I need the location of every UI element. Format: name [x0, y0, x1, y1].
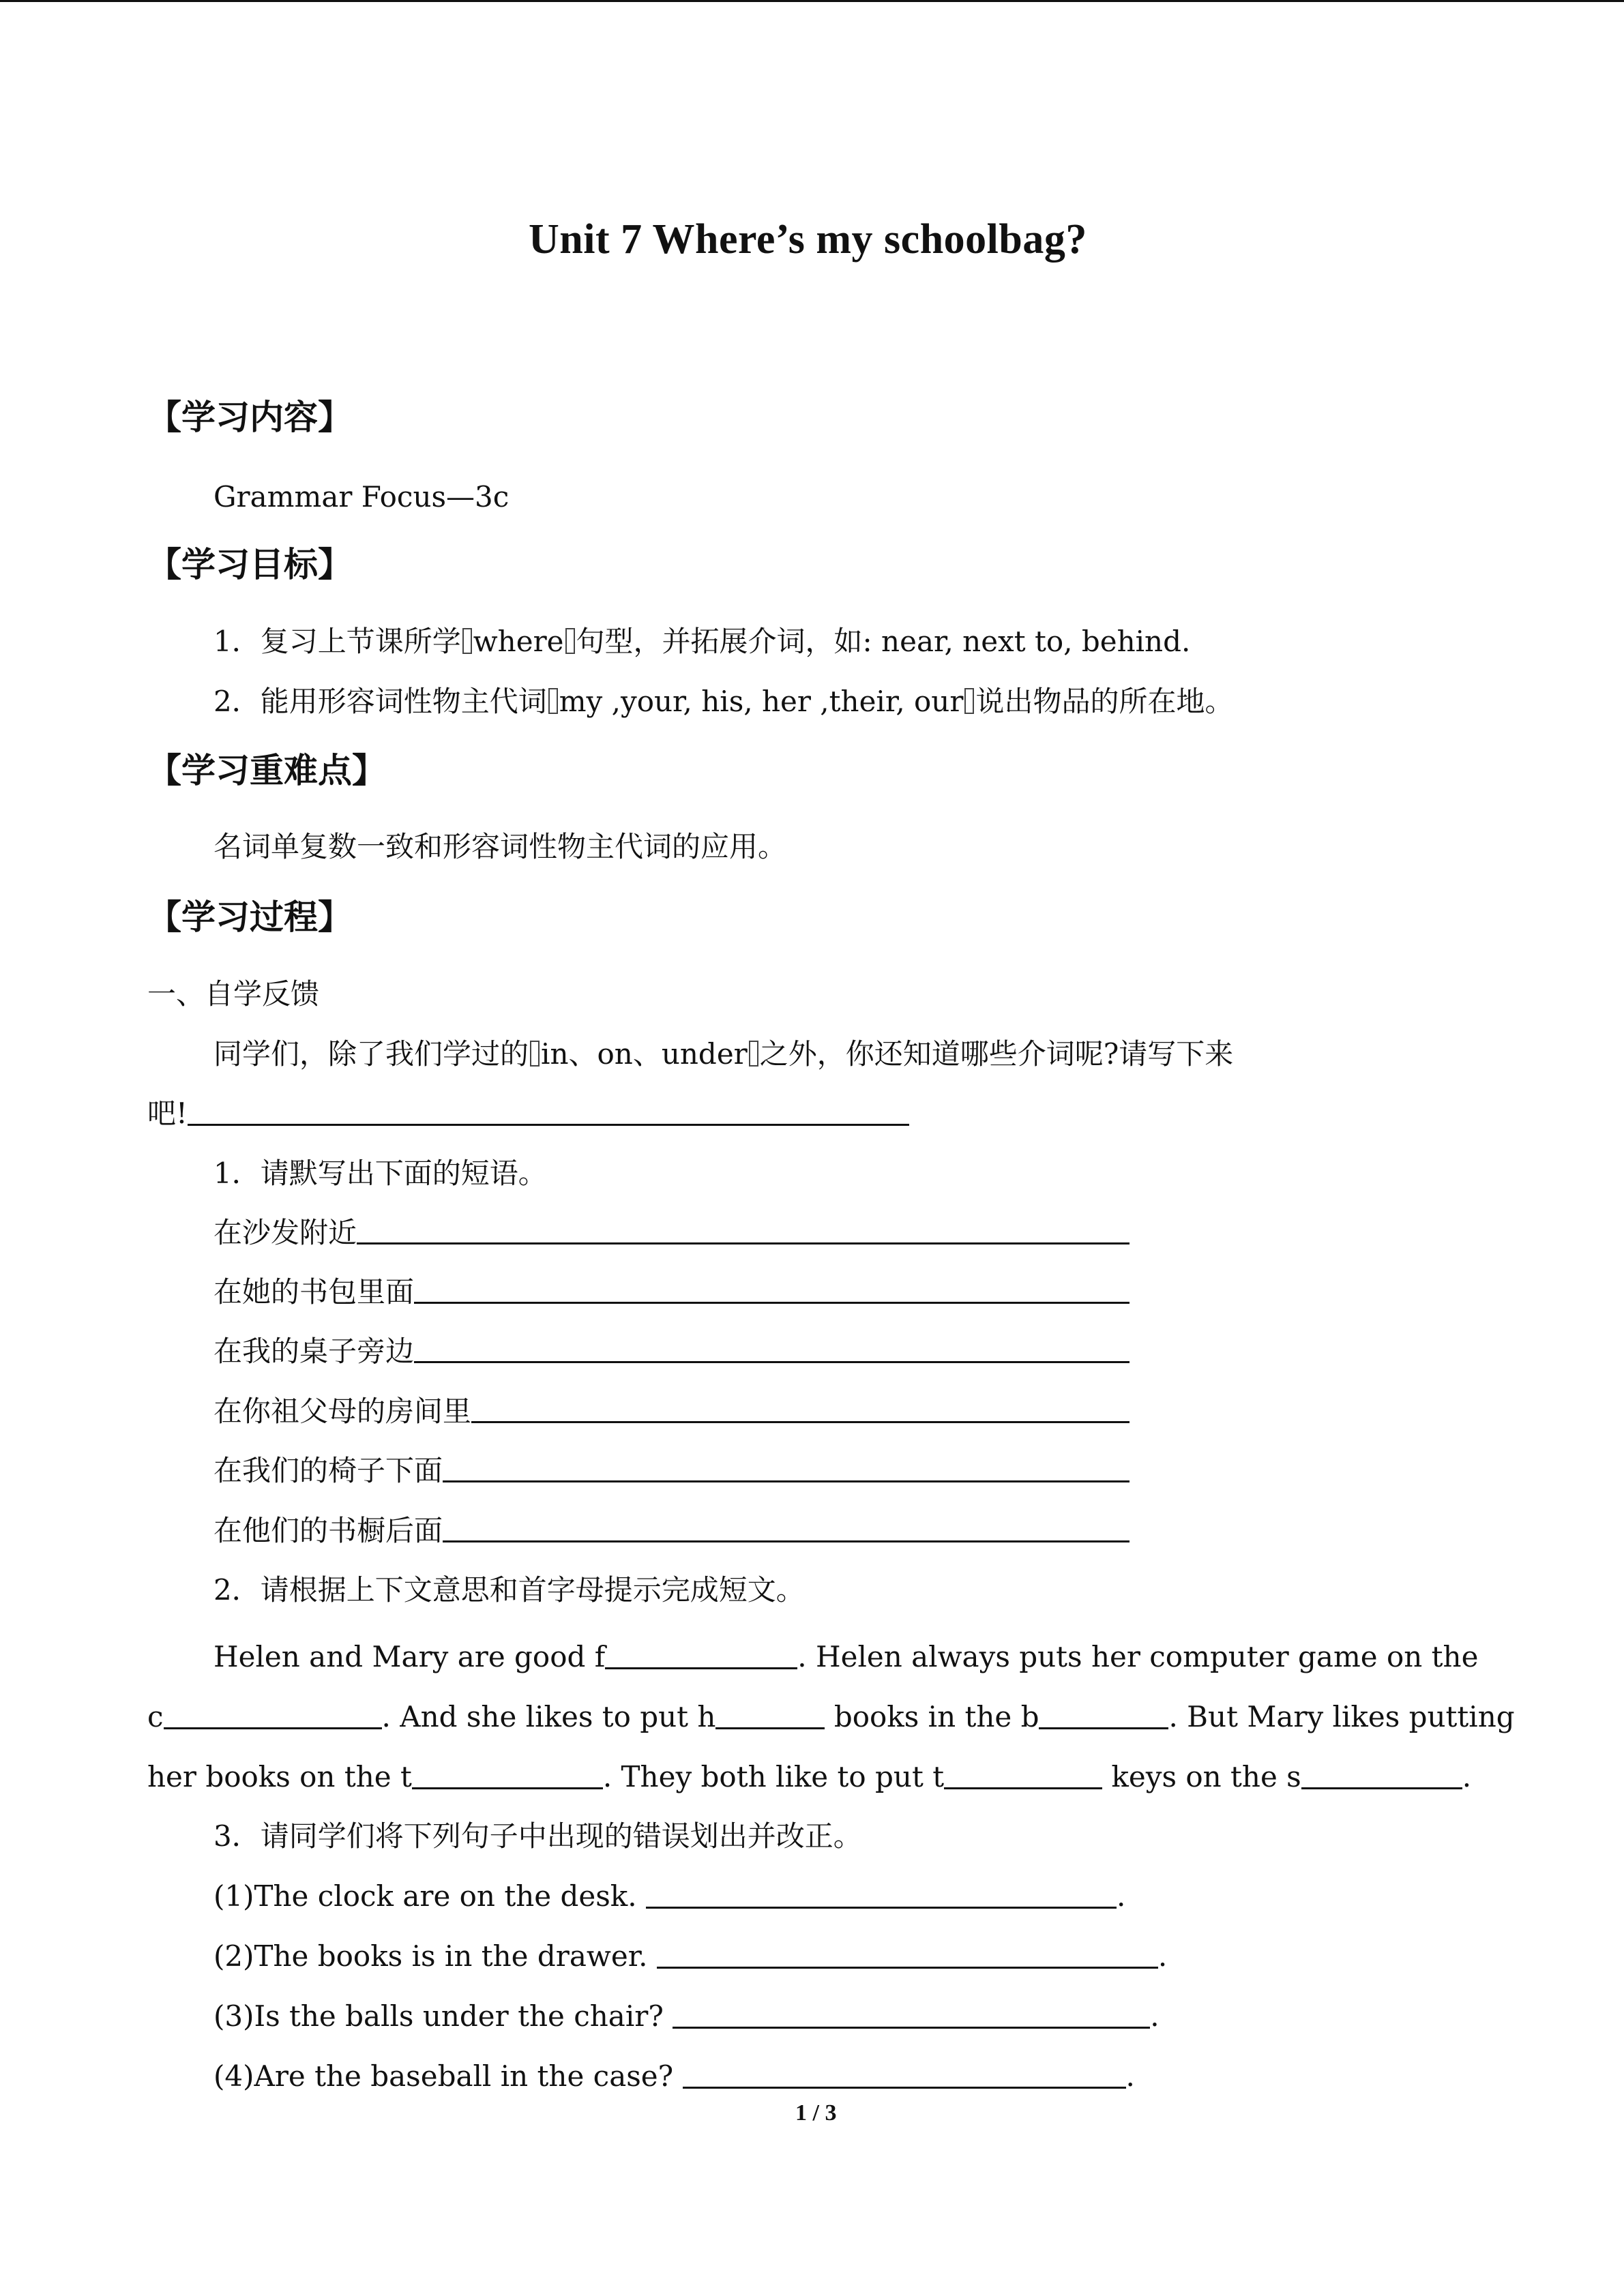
answer-blank[interactable] [471, 1394, 1130, 1423]
goal-1-prefix: 1．复习上节课所学 [213, 625, 461, 658]
part1-label: 一、自学反馈 [147, 977, 320, 1011]
passage-line-3 [147, 1759, 1471, 1795]
passage-text: Helen and Mary are good f . Helen always puts her computer game on the [213, 1640, 1479, 1673]
answer-blank[interactable] [605, 1640, 797, 1669]
answer-blank[interactable] [188, 1097, 909, 1126]
question-3: 3．请同学们将下列句子中出现的错误划出并改正。 [213, 1819, 862, 1853]
passage-text: . [1462, 1760, 1472, 1793]
intro-suffix: 之外，你还知道哪些介词呢?请写下来 [759, 1037, 1234, 1071]
period: . [1150, 1999, 1160, 2033]
phrase-row [213, 1215, 1130, 1251]
goal-2-suffix: 说出物品的所在地。 [975, 685, 1234, 718]
goal-heading: 【学习目标】 [147, 544, 352, 584]
part1-intro-line2 [147, 1096, 909, 1131]
difficulty-heading: 【学习重难点】 [147, 750, 386, 790]
process-heading: 【学习过程】 [147, 897, 352, 937]
goal-1-suffix: 句型，并拓展介词，如: near, next to, behind. [576, 625, 1191, 658]
page-title: Unit 7 Where’s my schoolbag? [529, 216, 1087, 263]
sentence-text: (3)Is the balls under the chair? [213, 1999, 664, 2033]
missing-glyph-box [530, 1041, 540, 1067]
sentence-text: (1)The clock are on the desk. [213, 1879, 637, 1913]
phrase-text: 在我们的椅子下面 [213, 1454, 443, 1487]
answer-blank[interactable] [683, 2059, 1126, 2089]
passage-text: . They both like to put t [602, 1760, 945, 1793]
goal-2-keywords: my ,your, his, her ,their, our [559, 685, 964, 718]
phrase-text: 在她的书包里面 [213, 1275, 415, 1309]
answer-blank[interactable] [164, 1700, 382, 1729]
passage-line-1 [213, 1639, 1477, 1675]
answer-blank[interactable] [657, 1939, 1158, 1969]
answer-blank[interactable] [1039, 1700, 1168, 1729]
phrase-row [213, 1394, 1130, 1429]
period: . [1157, 1939, 1168, 1973]
phrase-row [213, 1453, 1130, 1489]
passage-text: . And she likes to put h [381, 1700, 716, 1733]
sentence-text: (4)Are the baseball in the case? [213, 2059, 674, 2093]
answer-blank[interactable] [412, 1760, 603, 1789]
answer-blank[interactable] [443, 1453, 1130, 1482]
missing-glyph-box [548, 688, 558, 714]
phrase-text: 在我的桌子旁边 [213, 1335, 415, 1368]
missing-glyph-box [749, 1041, 758, 1067]
phrase-text: 在你祖父母的房间里 [213, 1395, 472, 1428]
answer-blank[interactable] [1301, 1760, 1462, 1789]
sentence-text: (2)The books is in the drawer. [213, 1939, 648, 1973]
sentence-row [213, 1999, 1160, 2034]
sentence-row [213, 1939, 1167, 1974]
answer-blank[interactable] [673, 1999, 1150, 2029]
missing-glyph-box [565, 628, 575, 654]
missing-glyph-box [462, 628, 472, 654]
period: . [1125, 2059, 1135, 2093]
phrase-row [213, 1513, 1130, 1549]
intro-prefix: 同学们，除了我们学过的 [213, 1037, 529, 1071]
answer-blank[interactable] [357, 1215, 1130, 1244]
period: . [1116, 1879, 1126, 1913]
phrase-text: 在沙发附近 [213, 1216, 357, 1249]
answer-blank[interactable] [414, 1334, 1130, 1363]
sentence-row [213, 2059, 1135, 2094]
goal-1-keyword: where [473, 625, 564, 658]
phrase-row [213, 1334, 1130, 1369]
phrase-text: 在他们的书橱后面 [213, 1514, 443, 1547]
content-text: Grammar Focus—3c [213, 480, 510, 513]
intro-keywords: in、on、under [541, 1037, 748, 1071]
intro-line2-text: 吧! [147, 1097, 188, 1130]
phrase-row [213, 1274, 1130, 1310]
passage-text: her books on the t [147, 1760, 412, 1793]
page-number: 1 / 3 [795, 2100, 837, 2126]
goal-item-1 [213, 624, 1190, 659]
missing-glyph-box [964, 688, 974, 714]
answer-blank[interactable] [715, 1700, 825, 1729]
answer-blank[interactable] [944, 1760, 1102, 1789]
answer-blank[interactable] [646, 1879, 1117, 1909]
passage-text: c [147, 1700, 164, 1733]
part1-intro [213, 1037, 1233, 1072]
goal-item-2 [213, 684, 1233, 719]
question-1: 1．请默写出下面的短语。 [213, 1157, 547, 1190]
answer-blank[interactable] [443, 1513, 1130, 1542]
sentence-row [213, 1879, 1125, 1914]
content-heading: 【学习内容】 [147, 397, 352, 437]
passage-line-2 [147, 1699, 1515, 1735]
question-2: 2．请根据上下文意思和首字母提示完成短文。 [213, 1573, 805, 1607]
goal-2-prefix: 2．能用形容词性物主代词 [213, 685, 547, 718]
difficulty-text: 名词单复数一致和形容词性物主代词的应用。 [213, 830, 787, 863]
answer-blank[interactable] [414, 1274, 1130, 1304]
passage-text: keys on the s [1102, 1760, 1301, 1793]
passage-text: . But Mary likes putting [1168, 1700, 1515, 1733]
passage-text: books in the b [825, 1700, 1039, 1733]
